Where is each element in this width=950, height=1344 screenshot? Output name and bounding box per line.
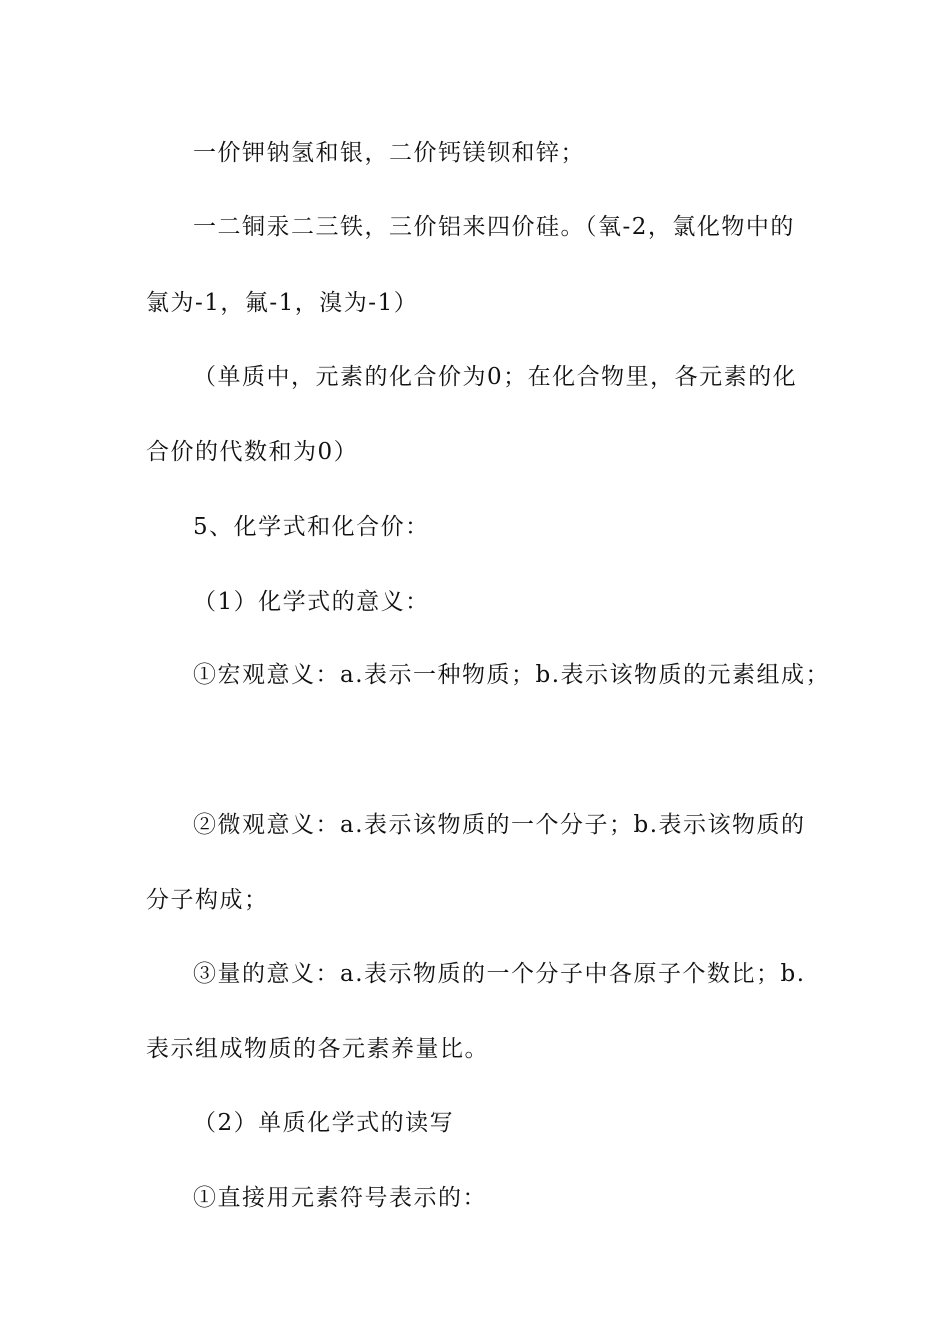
text-line: ①直接用元素符号表示的： (193, 1185, 487, 1211)
text-line: 表示组成物质的各元素养量比。 (146, 1036, 489, 1062)
text-line: 合价的代数和为0） (146, 439, 359, 465)
text-line: ③量的意义：a.表示物质的一个分子中各原子个数比；b. (193, 961, 806, 987)
section-heading: 5、化学式和化合价： (193, 514, 430, 540)
text-line: 氯为-1，氟-1，溴为-1） (146, 290, 419, 316)
text-line: 一二铜汞二三铁，三价铝来四价硅。（氧-2，氯化物中的 (193, 214, 795, 240)
text-line: ②微观意义：a.表示该物质的一个分子；b.表示该物质的 (193, 812, 806, 838)
subsection-heading: （1）化学式的意义： (193, 589, 430, 615)
text-line: ①宏观意义：a.表示一种物质；b.表示该物质的元素组成； (193, 662, 831, 688)
text-line: （单质中，元素的化合价为0；在化合物里，各元素的化 (193, 364, 798, 390)
text-line: 一价钾钠氢和银，二价钙镁钡和锌； (193, 140, 585, 166)
subsection-heading: （2）单质化学式的读写 (193, 1110, 455, 1136)
text-line: 分子构成； (146, 887, 269, 913)
